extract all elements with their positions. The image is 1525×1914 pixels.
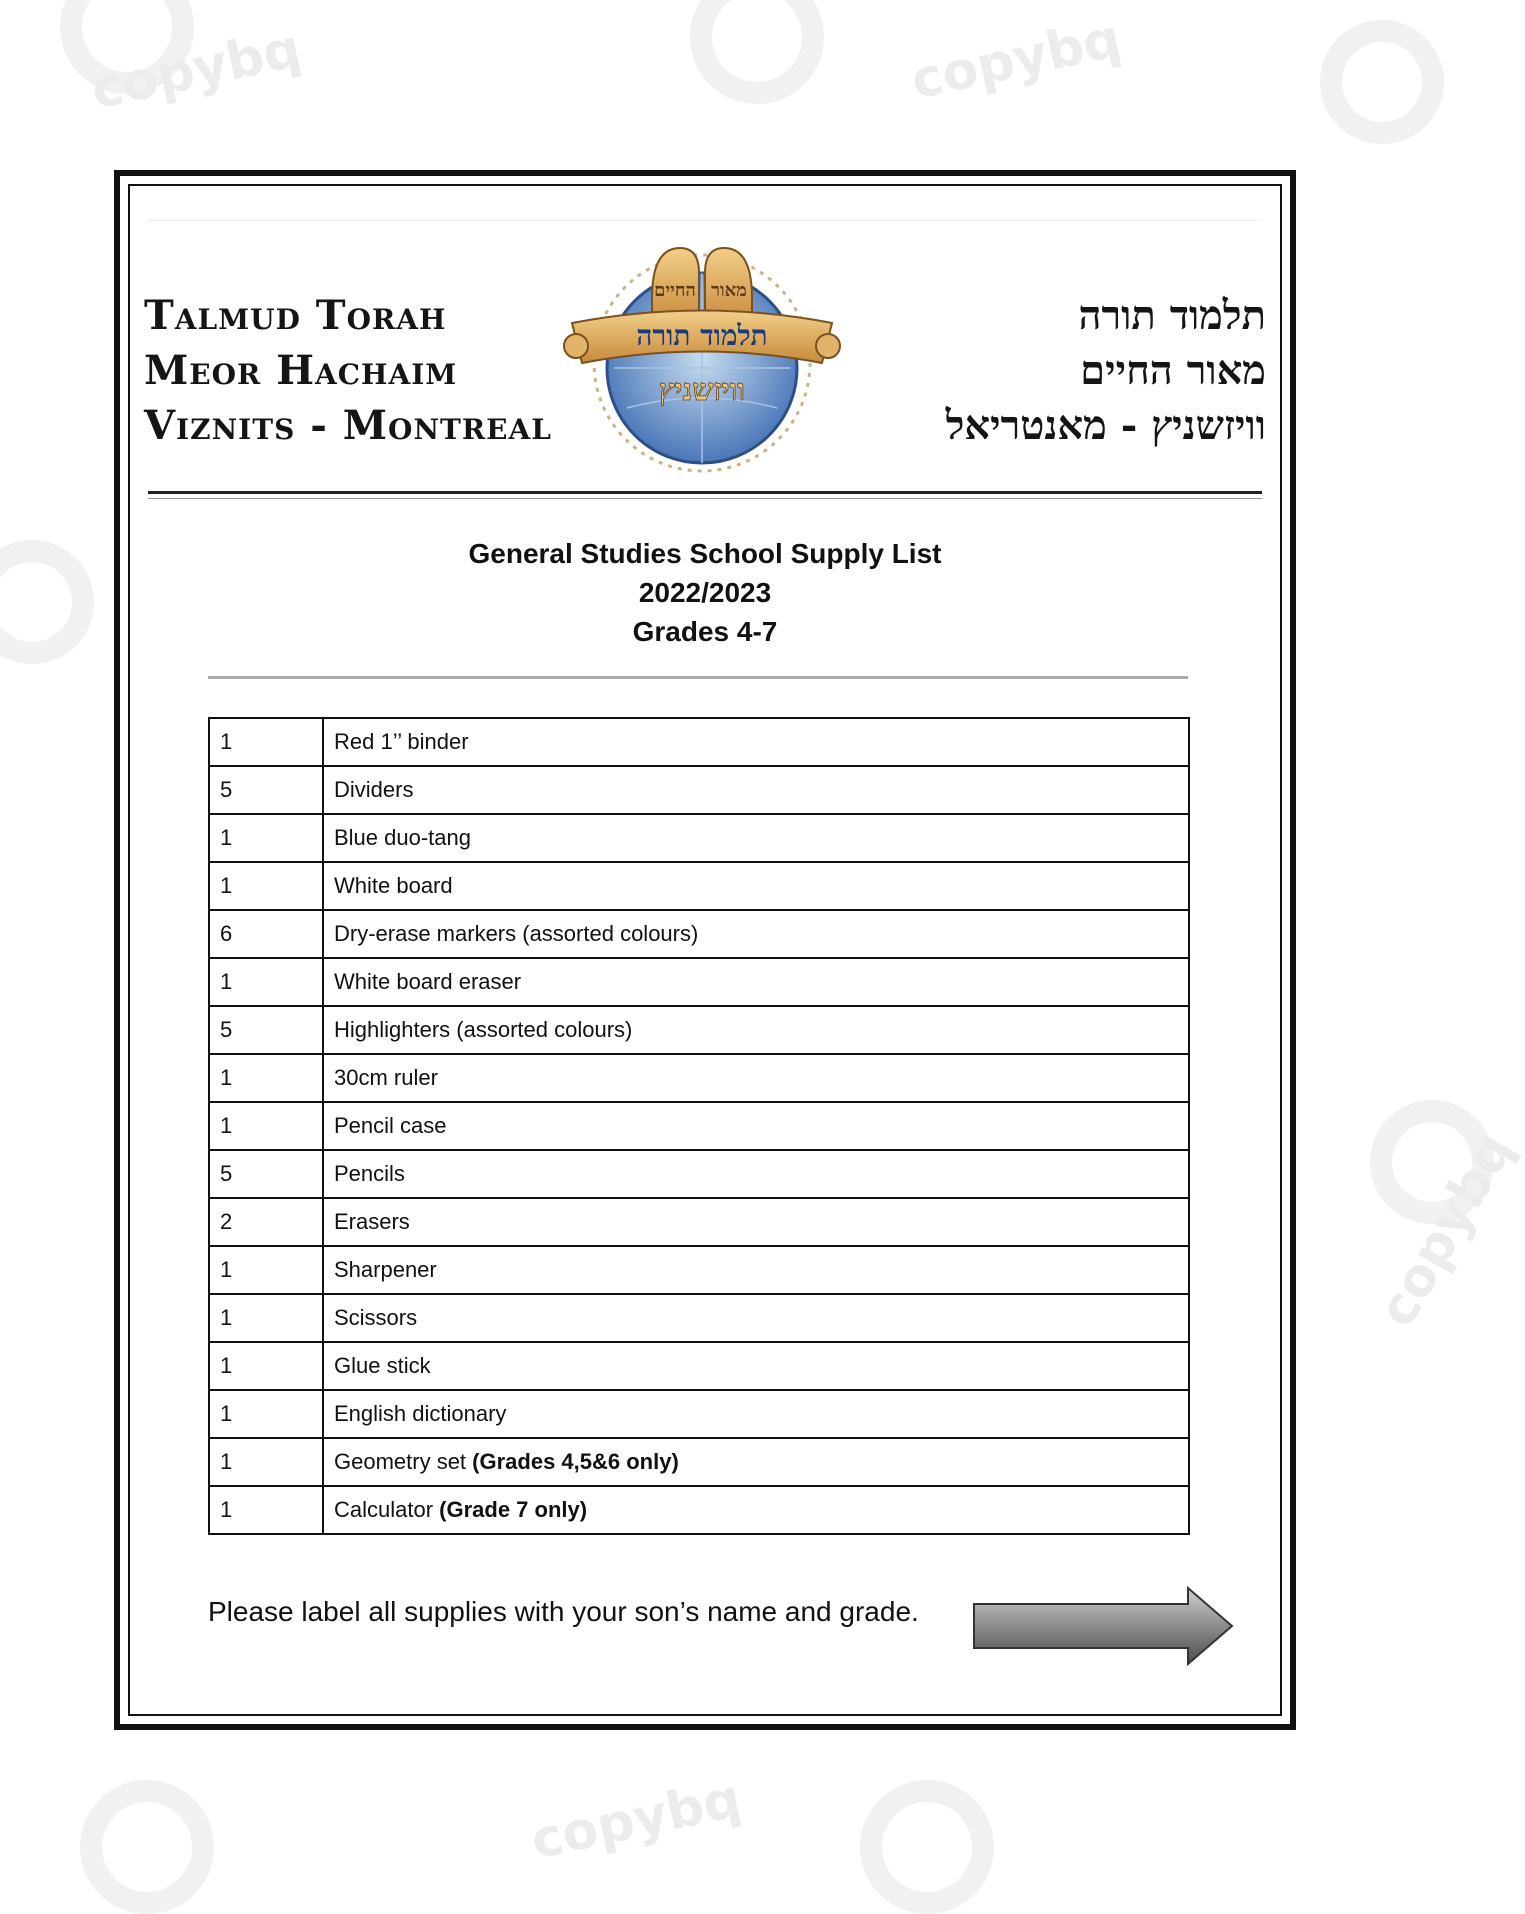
item-name: Geometry set <box>334 1449 473 1474</box>
watermark-text: copybq <box>906 8 1127 112</box>
school-name-en-line2: Meor Hachaim <box>144 347 458 394</box>
quantity-cell: 1 <box>209 814 323 862</box>
item-cell <box>323 1198 1189 1246</box>
table-row <box>209 1342 1189 1390</box>
item-name: White board <box>334 873 453 898</box>
item-cell <box>323 1150 1189 1198</box>
item-note: (Grade 7 only) <box>439 1497 588 1522</box>
table-row <box>209 814 1189 862</box>
quantity-cell: 5 <box>209 766 323 814</box>
table-row <box>209 1054 1189 1102</box>
item-name: Pencils <box>334 1161 405 1186</box>
school-name-he-line1: תלמוד תורה <box>1078 292 1266 339</box>
watermark-ring <box>860 1780 994 1914</box>
table-row <box>209 766 1189 814</box>
table-row <box>209 1294 1189 1342</box>
school-name-hebrew <box>946 288 1266 453</box>
item-name: English dictionary <box>334 1401 507 1426</box>
item-cell <box>323 1390 1189 1438</box>
quantity-cell: 1 <box>209 1294 323 1342</box>
quantity-cell: 1 <box>209 1486 323 1534</box>
logo-scroll-end-left <box>564 334 588 358</box>
table-row <box>209 718 1189 766</box>
logo-scroll-end-right <box>816 334 840 358</box>
item-cell <box>323 1246 1189 1294</box>
item-cell <box>323 958 1189 1006</box>
quantity-cell: 1 <box>209 862 323 910</box>
item-name: Glue stick <box>334 1353 431 1378</box>
table-row <box>209 1246 1189 1294</box>
quantity-cell: 1 <box>209 1390 323 1438</box>
supply-table <box>208 717 1190 1535</box>
logo-scroll-text: תלמוד תורה <box>636 319 768 352</box>
quantity-cell: 1 <box>209 1438 323 1486</box>
item-cell <box>323 1102 1189 1150</box>
table-row <box>209 1198 1189 1246</box>
logo-globe-text: וויזשניץ <box>658 373 746 408</box>
document-frame <box>114 170 1296 1730</box>
item-name: Dividers <box>334 777 414 802</box>
school-logo <box>552 228 852 478</box>
item-name: Sharpener <box>334 1257 437 1282</box>
watermark-text: copybq <box>86 18 307 122</box>
quantity-cell: 1 <box>209 1054 323 1102</box>
table-row <box>209 1150 1189 1198</box>
item-cell <box>323 1438 1189 1486</box>
school-name-he-line3: וויזשניץ - מאנטריאל <box>945 402 1266 449</box>
item-name: Calculator <box>334 1497 440 1522</box>
school-name-en-line3: Viznits - Montreal <box>144 402 552 449</box>
item-name: Dry-erase markers (assorted colours) <box>334 921 699 946</box>
item-cell <box>323 1054 1189 1102</box>
header-divider-thin <box>148 498 1262 499</box>
table-row <box>209 958 1189 1006</box>
item-cell <box>323 718 1189 766</box>
logo-tablet-right-text: מאור <box>711 280 747 301</box>
item-cell <box>323 862 1189 910</box>
table-row <box>209 1102 1189 1150</box>
watermark-text: copybq <box>1367 1123 1525 1337</box>
table-row <box>209 1006 1189 1054</box>
title-grades: Grades 4-7 <box>632 616 778 647</box>
quantity-cell: 5 <box>209 1006 323 1054</box>
quantity-cell: 5 <box>209 1150 323 1198</box>
table-row <box>209 862 1189 910</box>
title-line: General Studies School Supply List <box>468 538 942 569</box>
header-top-line <box>148 220 1262 221</box>
header-divider <box>148 491 1262 494</box>
item-name: Erasers <box>334 1209 410 1234</box>
school-name-en-line1: Talmud Torah <box>144 292 447 339</box>
title-year: 2022/2023 <box>638 577 772 608</box>
school-name-he-line2: מאור החיים <box>1080 347 1266 394</box>
item-name: Blue duo-tang <box>334 825 471 850</box>
table-row <box>209 1486 1189 1534</box>
watermark-ring <box>690 0 824 104</box>
item-name: Red 1’’ binder <box>334 729 469 754</box>
item-name: White board eraser <box>334 969 522 994</box>
item-cell <box>323 814 1189 862</box>
item-name: Scissors <box>334 1305 418 1330</box>
quantity-cell: 2 <box>209 1198 323 1246</box>
quantity-cell: 6 <box>209 910 323 958</box>
table-row <box>209 910 1189 958</box>
quantity-cell: 1 <box>209 1342 323 1390</box>
item-name: Pencil case <box>334 1113 447 1138</box>
quantity-cell: 1 <box>209 1102 323 1150</box>
footer-note: Please label all supplies with your son’s name and grade. <box>208 1596 919 1627</box>
item-cell <box>323 1294 1189 1342</box>
item-name: 30cm ruler <box>334 1065 438 1090</box>
item-cell <box>323 1006 1189 1054</box>
school-name-english <box>144 288 552 453</box>
watermark-ring <box>80 1780 214 1914</box>
logo-tablet-left-text: החיים <box>654 280 696 301</box>
quantity-cell: 1 <box>209 958 323 1006</box>
watermark-ring <box>0 540 94 664</box>
quantity-cell: 1 <box>209 1246 323 1294</box>
table-row <box>209 1390 1189 1438</box>
quantity-cell: 1 <box>209 718 323 766</box>
item-cell <box>323 766 1189 814</box>
item-note: (Grades 4,5&6 only) <box>472 1449 679 1474</box>
item-cell <box>323 1342 1189 1390</box>
right-arrow-icon <box>970 1586 1236 1666</box>
document-title <box>120 534 1290 651</box>
title-divider <box>208 676 1188 679</box>
table-row <box>209 1438 1189 1486</box>
watermark-text: copybq <box>526 1768 747 1872</box>
item-name: Highlighters (assorted colours) <box>334 1017 633 1042</box>
item-cell <box>323 1486 1189 1534</box>
watermark-ring <box>1320 20 1444 144</box>
item-cell <box>323 910 1189 958</box>
